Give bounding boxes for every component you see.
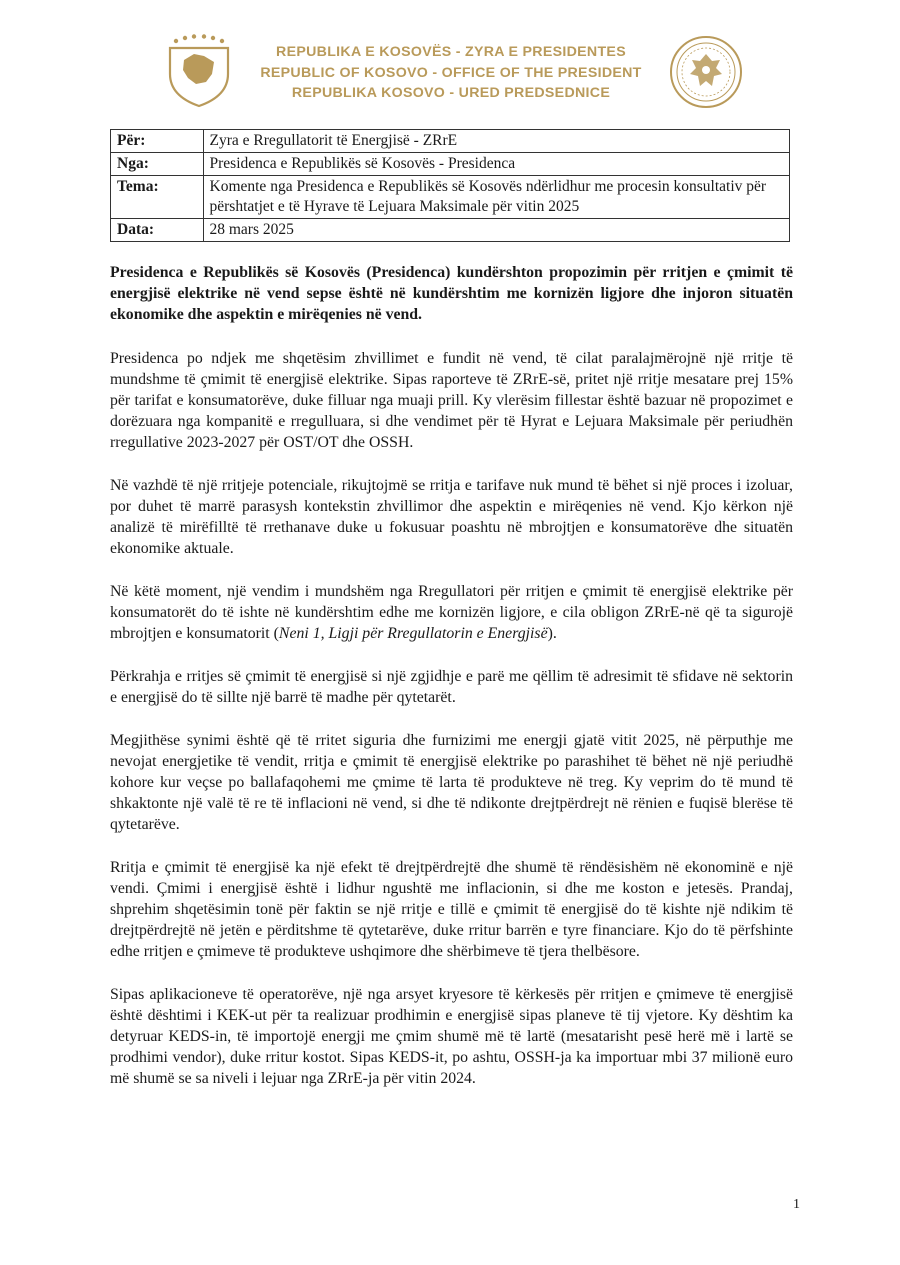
memo-from-value: Presidenca e Republikës së Kosovës - Presidenca: [203, 153, 790, 176]
paragraph-3-text: Në këtë moment, një vendim i mundshëm nga Rregullatori për rritjen e çmimit të energjisë elektrike për konsumatorët do të ishte në kundërshtim edhe me kornizën ligjore, e cila obligon ZRrE-në që ta sigurojë mbrojtjen e konsumatorit (: [110, 583, 793, 642]
letterhead-line-english: REPUBLIC OF KOSOVO - OFFICE OF THE PRESIDENT: [260, 64, 642, 81]
paragraph-4: Përkrahja e rritjes së çmimit të energjisë si një zgjidhje e parë me qëllim të adresimit të sfidave në sektorin e energjisë do të sillte një barrë të madhe për qytetarët.: [110, 668, 793, 706]
memo-subject-value: Komente nga Presidenca e Republikës së Kosovës ndërlidhur me procesin konsultativ për përshtatjet e të Hyrave të Lejuara Maksimale për vitin 2025: [203, 176, 790, 219]
letterhead-title: [242, 42, 660, 104]
paragraph-3: [110, 581, 793, 644]
page-number: 1: [793, 1197, 800, 1212]
memo-row-from: [111, 153, 790, 176]
memo-row-subject: [111, 176, 790, 219]
memo-to-value: Zyra e Rregullatorit të Energjisë - ZRrE: [203, 130, 790, 153]
legal-reference: Neni 1, Ligji për Rregullatorin e Energjisë: [278, 625, 548, 642]
letterhead: [0, 0, 900, 118]
paragraph-7: Sipas aplikacioneve të operatorëve, një nga arsyet kryesore të kërkesës për rritjen e çmimeve të energjisë është dështimi i KEK-ut për ta realizuar prodhimin e energjisë sipas planeve të tij vjetore. Ky dështim ka detyruar KEDS-in, të importojë energji me çmim shumë më të lartë (mesatarisht pesë herë më i lartë se prodhimi vendor), duke rritur kostot. Sipas KEDS-it, po ashtu, OSSH-ja ka importuar mbi 37 milionë euro më shumë se sa niveli i lejuar nga ZRrE-ja për vitin 2024.: [110, 986, 793, 1087]
kosovo-coat-of-arms-icon: [166, 34, 232, 108]
paragraph-2: Në vazhdë të një rritjeje potenciale, rikujtojmë se rritja e tarifave nuk mund të bëhet si një proces i izoluar, por duhet të marrë parasysh kontekstin zhvillimor dhe aspektin e mirëqenies në vend. Kjo kërkon një analizë të mirëfilltë të rrethanave duke u fokusuar poashtu në mbrojtjen e konsumatorëve dhe situatën ekonomike aktuale.: [110, 477, 793, 557]
memo-date-value: 28 mars 2025: [203, 219, 790, 242]
memo-header-table: [110, 129, 790, 242]
memo-subject-label: Tema:: [111, 176, 204, 219]
document-body: [110, 262, 793, 1111]
paragraph-5: Megjithëse synimi është që të rritet siguria dhe furnizimi me energji gjatë vitit 2025, në përputhje me nevojat energjetike të vendit, rritja e çmimit të energjisë elektrike po parashihet të bëhet në një periudhë kohore kur veçse po ballafaqohemi me çmime të larta të produkteve në treg. Ky veprim do të mund të shkaktonte një valë të re të inflacioni në vend, si dhe të ndikonte drejtpërdrejt në rënien e fuqisë blerëse të qytetarëve.: [110, 732, 793, 833]
memo-row-to: [111, 130, 790, 153]
memo-to-label: Për:: [111, 130, 204, 153]
letterhead-line-serbian: REPUBLIKA KOSOVO - URED PREDSEDNICE: [291, 85, 611, 101]
paragraph-1: Presidenca po ndjek me shqetësim zhvillimet e fundit në vend, të cilat paralajmërojnë një rritje të mundshme të çmimit të energjisë elektrike. Sipas raporteve të ZRrE-së, pritet një rritje mesatare prej 15% për tarifat e konsumatorëve, duke filluar nga muaji prill. Ky vlerësim fillestar është bazuar në propozimet e dorëzuara nga kompanitë e rregulluara, si dhe vendimet për të Hyrat e Lejuara Maksimale për periudhën rregullative 2023-2027 për OST/OT dhe OSSH.: [110, 350, 793, 451]
memo-from-label: Nga:: [111, 153, 204, 176]
paragraph-6: Rritja e çmimit të energjisë ka një efekt të drejtpërdrejtë dhe shumë të rëndësishëm në ekonominë e një vendi. Çmimi i energjisë është i lidhur ngushtë me inflacionin, si dhe me koston e jetesës. Prandaj, shprehim shqetësimin tonë për faktin se një rritje e tillë e çmimit të energjisë do të kishte një ndikim të drejtpërdrejtë në jetën e përditshme të qytetarëve, duke rritur barrën e tyre financiare. Kjo do të përfshinte edhe rritjen e çmimeve të produkteve ushqimore dhe shërbimeve të tjera thelbësore.: [110, 859, 793, 960]
presidential-seal-icon: [668, 34, 744, 110]
lead-paragraph: Presidenca e Republikës së Kosovës (Presidenca) kundërshton propozimin për rritjen e çmimit të energjisë elektrike në vend sepse është në kundërshtim me kornizën ligjore dhe injoron situatën ekonomike dhe aspektin e mirëqenies në vend.: [110, 264, 793, 323]
paragraph-3-end: ).: [547, 625, 557, 642]
letterhead-line-albanian: REPUBLIKA E KOSOVËS - ZYRA E PRESIDENTES: [276, 44, 626, 60]
memo-row-date: [111, 219, 790, 242]
memo-date-label: Data:: [111, 219, 204, 242]
